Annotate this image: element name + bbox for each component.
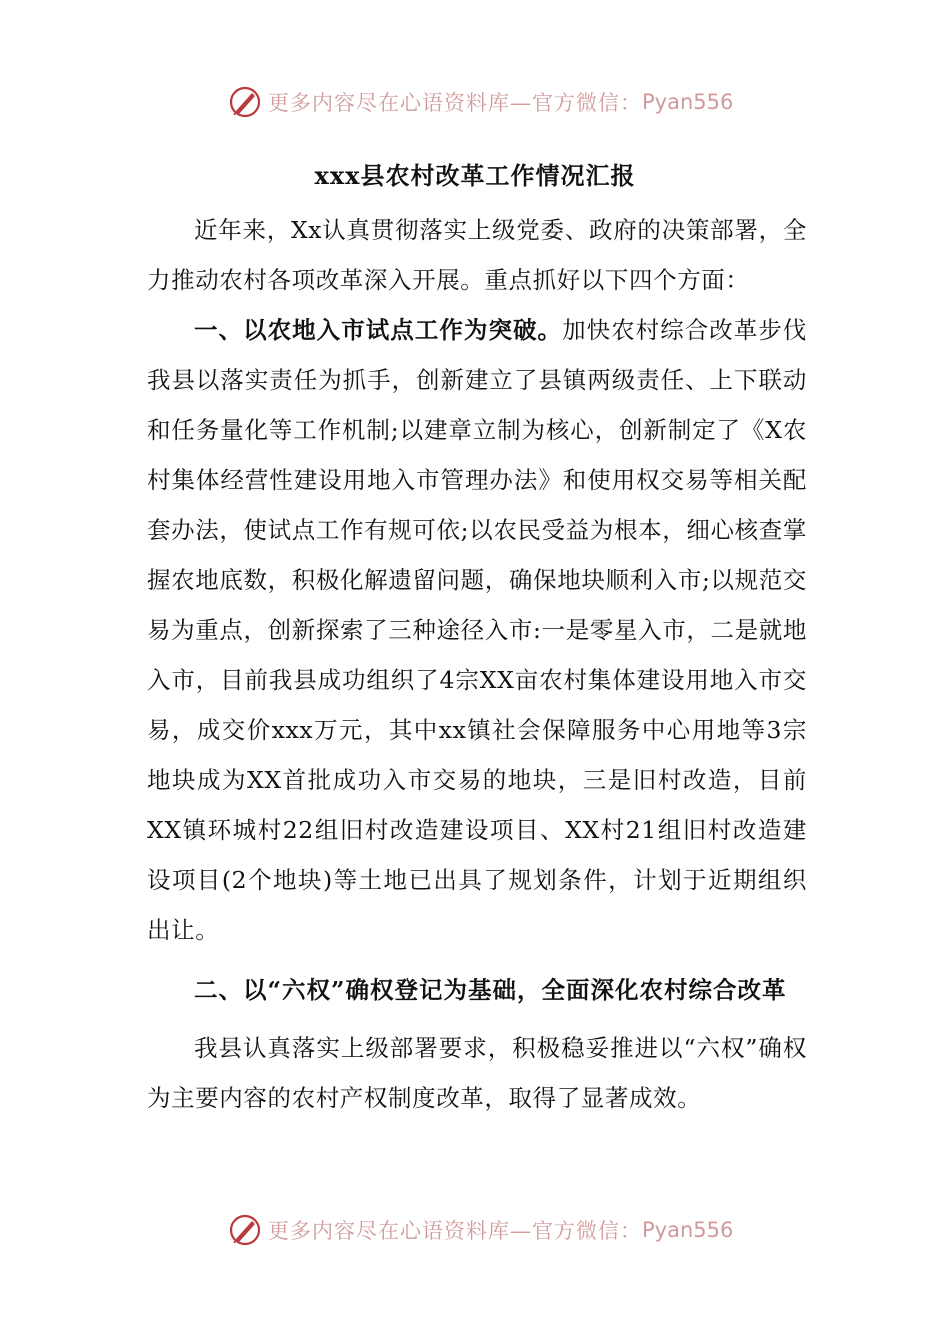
pen-logo-icon [228, 1213, 262, 1247]
document-title: xxx县农村改革工作情况汇报 [314, 161, 636, 190]
section2-paragraph: 我县认真落实上级部署要求，积极稳妥推进以“六权”确权为主要内容的农村产权制度改革，取得了显著成效。 [147, 1034, 807, 1112]
header-banner [228, 82, 733, 122]
section1-paragraph [147, 305, 807, 955]
section1-body: 加快农村综合改革步伐我县以落实责任为抓手，创新建立了县镇两级责任、上下联动和任务量化等工作机制;以建章立制为核心，创新制定了《X农村集体经营性建设用地入市管理办法》和使用权交易等相关配套办法，使试点工作有规可依;以农民受益为根本，细心核查掌握农地底数，积极化解遗留问题，确保地块顺利入市;以规范交易为重点，创新探索了三种途径入市:一是零星入市，二是就地入市，目前我县成功组织了4宗XX亩农村集体建设用地入市交易，成交价xxx万元，其中xx镇社会保障服务中心用地等3宗地块成为XX首批成功入市交易的地块，三是旧村改造，目前XX镇环城村22组旧村改造建设项目、XX村21组旧村改造建设项目(2个地块)等土地已出具了规划条件，计划于近期组织出让。 [147, 316, 807, 944]
section2-heading: 二、以“六权”确权登记为基础，全面深化农村综合改革 [194, 976, 787, 1004]
section1-heading: 一、以农地入市试点工作为突破。 [194, 316, 563, 344]
footer-banner [228, 1210, 733, 1250]
pen-logo-icon [228, 85, 262, 119]
banner-wechat: Pyan556 [642, 90, 734, 114]
banner-text: 更多内容尽在心语资料库—官方微信： [268, 1219, 642, 1243]
banner-text: 更多内容尽在心语资料库—官方微信： [268, 91, 642, 115]
document-body [147, 205, 807, 1123]
banner-wechat: Pyan556 [642, 1218, 734, 1242]
intro-paragraph: 近年来，Xx认真贯彻落实上级党委、政府的决策部署，全力推动农村各项改革深入开展。重点抓好以下四个方面： [147, 216, 807, 294]
